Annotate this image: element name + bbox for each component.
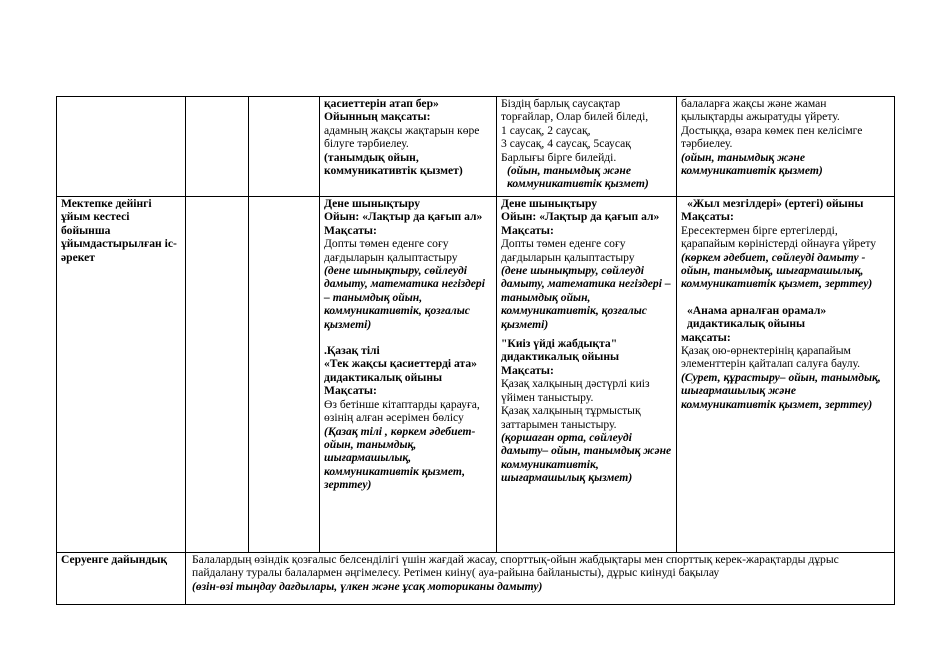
game-title: Ойын: «Лақтыр да қағып ал» xyxy=(501,210,660,224)
table-row xyxy=(57,197,895,553)
goal-text: Допты төмен еденге соғу дағдыларын қалыптастыру xyxy=(501,237,635,264)
row2-col6-cell xyxy=(677,197,895,553)
table-row xyxy=(57,97,895,197)
activity-note: (Сурет, құрастыру– ойын, танымдық, шығармашылық және коммуникативтік қызмет, зерттеу) xyxy=(681,370,881,411)
activity-note: (танымдық ойын, коммуникативтік қызмет) xyxy=(324,150,463,178)
goal-label: Мақсаты: xyxy=(324,384,377,398)
row1-col6-cell xyxy=(677,97,895,197)
game-type: дидактикалық ойыны xyxy=(324,370,443,384)
activity-note: (дене шынықтыру, сөйлеуді дамыту, математика негіздері – танымдық ойын, коммуникативтік, қозғалыс қызметі) xyxy=(324,264,485,331)
row1-col5-cell xyxy=(497,97,677,197)
row-label: Серуенге дайындық xyxy=(61,553,168,566)
activity-note: (ойын, танымдық және коммуникативтік қызмет) xyxy=(681,150,823,178)
goal-text: балаларға жақсы және жаман қылықтарды ажыратуды үйрету. Достыққа, өзара көмек пен келісімге тәрбиелеу. xyxy=(681,97,863,151)
poem-line: 3 саусақ, 4 саусақ, 5саусақ xyxy=(501,137,631,151)
poem-line: Біздің барлық саусақтар xyxy=(501,97,621,110)
goal-text: Допты төмен еденге соғу дағдыларын қалыптастыру xyxy=(324,237,458,264)
game-title: «Жыл мезгілдері» (ертегі) ойыны xyxy=(687,197,864,210)
activity-note: (өзін-өзі тыңдау дағдылары, үлкен және ұсақ моториканы дамыту) xyxy=(192,579,543,593)
game-title: "Киіз үйді жабдықта" дидактикалық ойыны xyxy=(501,337,620,364)
activity-note: (ойын, танымдық және коммуникативтік қызмет) xyxy=(507,164,649,191)
row1-empty-cell-2 xyxy=(186,97,249,197)
goal-label: мақсаты: xyxy=(681,330,731,344)
goal-label: Мақсаты: xyxy=(681,210,734,224)
subject-title: Дене шынықтыру xyxy=(324,197,421,210)
row3-label-cell xyxy=(57,553,186,605)
row1-col4-cell xyxy=(320,97,497,197)
game-title: «Тек жақсы қасиеттерді ата» xyxy=(324,357,477,371)
activity-note: (Қазақ тілі , көркем әдебиет- ойын, танымдық, шығармашылық, коммуникативтік қызмет, зерттеу) xyxy=(324,424,476,492)
table-row xyxy=(57,553,895,605)
row1-empty-cell-3 xyxy=(249,97,320,197)
row1-label-cell xyxy=(57,97,186,197)
goal-text: Қазақ халқының тұрмыстық заттарымен таныстыру. xyxy=(501,404,641,431)
row2-label-cell xyxy=(57,197,186,553)
goal-label: Мақсаты: xyxy=(501,363,554,377)
goal-label: Ойынның мақсаты: xyxy=(324,110,431,124)
poem-line: 1 саусақ, 2 саусақ, xyxy=(501,123,591,137)
goal-text: Қазақ халқының дәстүрлі киіз үйімен таныстыру. xyxy=(501,377,650,404)
activity-note: (қоршаған орта, сөйлеуді дамыту– ойын, танымдық және коммуникативтік, шығармашылық қызмет) xyxy=(501,430,672,485)
row2-empty-cell-3 xyxy=(249,197,320,553)
subject-title: Дене шынықтыру xyxy=(501,197,598,210)
goal-text: Қазақ ою-өрнектерінің қарапайым элементтерін қайталап салуға баулу. xyxy=(681,344,861,371)
row2-col5-cell xyxy=(497,197,677,553)
lesson-plan-table xyxy=(56,96,895,605)
activity-note: (көркем әдебиет, сөйлеуді дамыту - ойын, танымдық, шығармашылық, коммуникативтік қызмет, зерттеу) xyxy=(681,250,873,291)
goal-text: Ересектермен бірге ертегілерді, қарапайым көріністерді ойнауға үйрету xyxy=(681,223,877,251)
row3-content-cell xyxy=(186,553,895,605)
game-title: «Анама арналған орамал» дидактикалық ойыны xyxy=(687,303,827,331)
subject-title: .Қазақ тілі xyxy=(324,344,380,358)
row2-empty-cell-2 xyxy=(186,197,249,553)
goal-text: адамның жақсы жақтарын көре білуге тәрбиелеу. xyxy=(324,123,480,151)
row-label: Мектепке дейінгі ұйым кестесі бойынша ұйымдастырылған іс-әрекет xyxy=(61,197,177,264)
poem-line: Барлығы бірге билейді. xyxy=(501,150,617,164)
goal-label: Мақсаты: xyxy=(501,223,554,237)
poem-line: торғайлар, Олар билей біледі, xyxy=(501,110,649,124)
goal-text: Өз бетінше кітаптарды қарауға, өзінің алған әсерімен бөлісу xyxy=(324,397,480,425)
goal-label: Мақсаты: xyxy=(324,223,377,237)
game-title: қасиеттерін атап бер» xyxy=(324,97,439,110)
walk-prep-text: Балалардың өзіндік қозғалыс белсенділігі үшін жағдай жасау, спорттық-ойын жабдықтары мен спорттық керек-жарақтарды дұрыс пайдалану туралы балалармен әңгімелесу. Ретімен киіну( ауа-райына байланысты), дұрыс киінуді бақылау xyxy=(192,553,839,580)
game-title: Ойын: «Лақтыр да қағып ал» xyxy=(324,210,483,224)
activity-note: (дене шынықтыру, сөйлеуді дамыту, математика негіздері – танымдық ойын, коммуникативтік, қозғалыс қызметі) xyxy=(501,264,671,331)
row2-col4-cell xyxy=(320,197,497,553)
